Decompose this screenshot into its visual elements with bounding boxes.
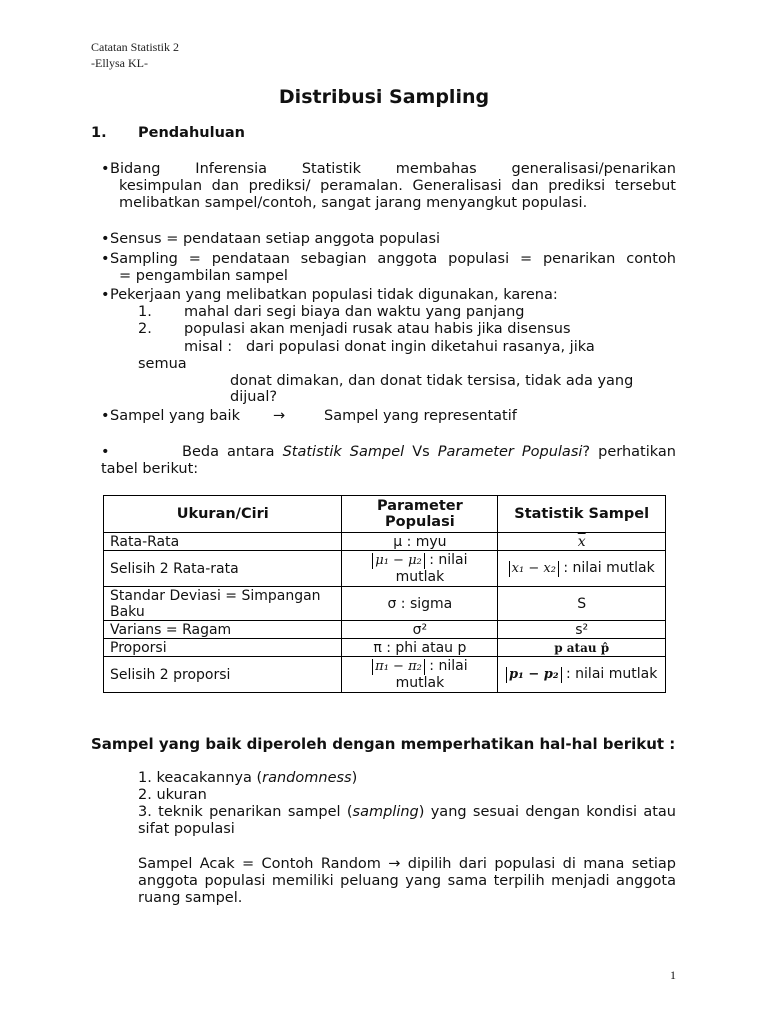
abs-pi-diff: π₁ − π₂ bbox=[372, 659, 425, 675]
bullet-sampel-representatif: Sampel yang representatif bbox=[324, 408, 517, 424]
bullet-dot: • bbox=[101, 444, 110, 460]
cell-ukuran: Proporsi bbox=[104, 639, 342, 657]
page-number: 1 bbox=[670, 968, 676, 982]
header-author: -Ellysa KL- bbox=[91, 56, 148, 70]
table-row bbox=[104, 657, 666, 693]
random-sample-definition: Sampel Acak = Contoh Random → dipilih dari populasi di mana setiap anggota populasi memiliki peluang yang sama terpilih menjadi anggota ruang sampel. bbox=[138, 856, 676, 906]
good-sample-heading: Sampel yang baik diperoleh dengan memperhatikan hal-hal berikut : bbox=[91, 735, 676, 753]
col-header-statistik: Statistik Sampel bbox=[498, 496, 666, 533]
bullet-sampling-line1: Sampling = pendataan sebagian anggota populasi = penarikan contoh bbox=[110, 251, 676, 267]
good-sample-item bbox=[138, 787, 207, 804]
bullet-sampel-baik: Sampel yang baik bbox=[110, 408, 240, 424]
item-text: 1. keacakannya ( bbox=[138, 770, 263, 786]
table-row bbox=[104, 533, 666, 551]
cell-statistik bbox=[498, 533, 666, 551]
table-row bbox=[104, 551, 666, 587]
bullet-dot: • bbox=[101, 231, 110, 247]
cell-parameter-text: : nilai mutlak bbox=[395, 552, 468, 585]
cell-parameter-text: : nilai mutlak bbox=[395, 658, 468, 691]
item-text: 3. teknik penarikan sampel ( bbox=[138, 804, 353, 820]
beda-perhatikan: ? perhatikan bbox=[582, 444, 676, 460]
item-emphasis: randomness bbox=[262, 770, 352, 786]
good-sample-item bbox=[138, 804, 676, 838]
cell-statistik: p atau p̂ bbox=[498, 639, 666, 657]
table-row bbox=[104, 639, 666, 657]
reason-number: 2. bbox=[138, 321, 152, 337]
bullet-beda-line2: tabel berikut: bbox=[101, 461, 199, 477]
bullet-beda-line1 bbox=[101, 444, 676, 461]
x-bar-symbol: $\overline{x}$ bbox=[577, 533, 586, 550]
abs-p-diff: p₁ − p₂ bbox=[506, 667, 562, 683]
beda-statistik: Statistik Sampel bbox=[282, 444, 405, 460]
table-row bbox=[104, 621, 666, 639]
cell-statistik: s² bbox=[498, 621, 666, 639]
cell-ukuran: Selisih 2 Rata-rata bbox=[104, 551, 342, 587]
bullet-inferensia-rest: kesimpulan dan prediksi/ peramalan. Generalisasi dan prediksi tersebut melibatkan sampel/contoh, sangat jarang menyangkut populasi. bbox=[119, 178, 676, 211]
bullet-dot: • bbox=[101, 251, 110, 267]
cell-parameter: σ : sigma bbox=[342, 587, 498, 621]
cell-parameter: σ² bbox=[342, 621, 498, 639]
reason-text: populasi akan menjadi rusak atau habis jika disensus bbox=[184, 321, 571, 337]
cell-parameter: π : phi atau p bbox=[342, 639, 498, 657]
comparison-table bbox=[103, 495, 666, 693]
example-line2: semua bbox=[138, 356, 187, 372]
cell-statistik-text: : nilai mutlak bbox=[566, 666, 658, 682]
good-sample-item bbox=[138, 770, 357, 787]
col-header-parameter: Parameter Populasi bbox=[342, 496, 498, 533]
abs-mu-diff: μ₁ − μ₂ bbox=[372, 553, 424, 569]
section-title: Pendahuluan bbox=[138, 125, 245, 141]
table-row bbox=[104, 587, 666, 621]
beda-parameter: Parameter Populasi bbox=[437, 444, 583, 460]
cell-statistik bbox=[498, 551, 666, 587]
reason-number: 1. bbox=[138, 304, 152, 320]
cell-statistik bbox=[498, 657, 666, 693]
cell-ukuran: Selisih 2 proporsi bbox=[104, 657, 342, 693]
header-course: Catatan Statistik 2 bbox=[91, 40, 179, 54]
bullet-pekerjaan: Pekerjaan yang melibatkan populasi tidak digunakan, karena: bbox=[110, 287, 558, 303]
cell-statistik: S bbox=[498, 587, 666, 621]
beda-vs: Vs bbox=[404, 444, 438, 460]
cell-parameter bbox=[342, 551, 498, 587]
table-header-row bbox=[104, 496, 666, 533]
bullet-inferensia-line1: Bidang Inferensia Statistik membahas generalisasi/penarikan bbox=[110, 161, 676, 177]
cell-parameter: μ : myu bbox=[342, 533, 498, 551]
item-text: ) yang sesuai dengan kondisi atau sifat populasi bbox=[138, 804, 676, 837]
bullet-sampling-line2: = pengambilan sampel bbox=[119, 268, 288, 284]
reason-text: mahal dari segi biaya dan waktu yang panjang bbox=[184, 304, 525, 320]
col-header-ukuran: Ukuran/Ciri bbox=[104, 496, 342, 533]
cell-parameter bbox=[342, 657, 498, 693]
cell-ukuran: Standar Deviasi = Simpangan Baku bbox=[104, 587, 342, 621]
bullet-sensus: Sensus = pendataan setiap anggota populasi bbox=[110, 231, 441, 247]
example-line4: dijual? bbox=[230, 389, 278, 405]
item-text: ) bbox=[351, 770, 358, 786]
arrow-icon: → bbox=[273, 408, 286, 424]
cell-ukuran: Rata-Rata bbox=[104, 533, 342, 551]
item-text: 2. ukuran bbox=[138, 787, 207, 803]
cell-ukuran: Varians = Ragam bbox=[104, 621, 342, 639]
item-emphasis: sampling bbox=[352, 804, 419, 820]
page-title: Distribusi Sampling bbox=[278, 86, 490, 108]
bullet-dot: • bbox=[101, 287, 110, 303]
beda-text: Beda antara bbox=[182, 444, 283, 460]
cell-statistik-text: : nilai mutlak bbox=[563, 560, 655, 576]
section-number: 1. bbox=[91, 125, 107, 141]
bullet-dot: • bbox=[101, 161, 110, 177]
abs-x-diff: x₁ − x₂ bbox=[509, 561, 559, 577]
example-line3: donat dimakan, dan donat tidak tersisa, tidak ada yang bbox=[230, 373, 634, 389]
example-line1: misal : dari populasi donat ingin diketahui rasanya, jika bbox=[184, 339, 595, 355]
bullet-dot: • bbox=[101, 408, 110, 424]
